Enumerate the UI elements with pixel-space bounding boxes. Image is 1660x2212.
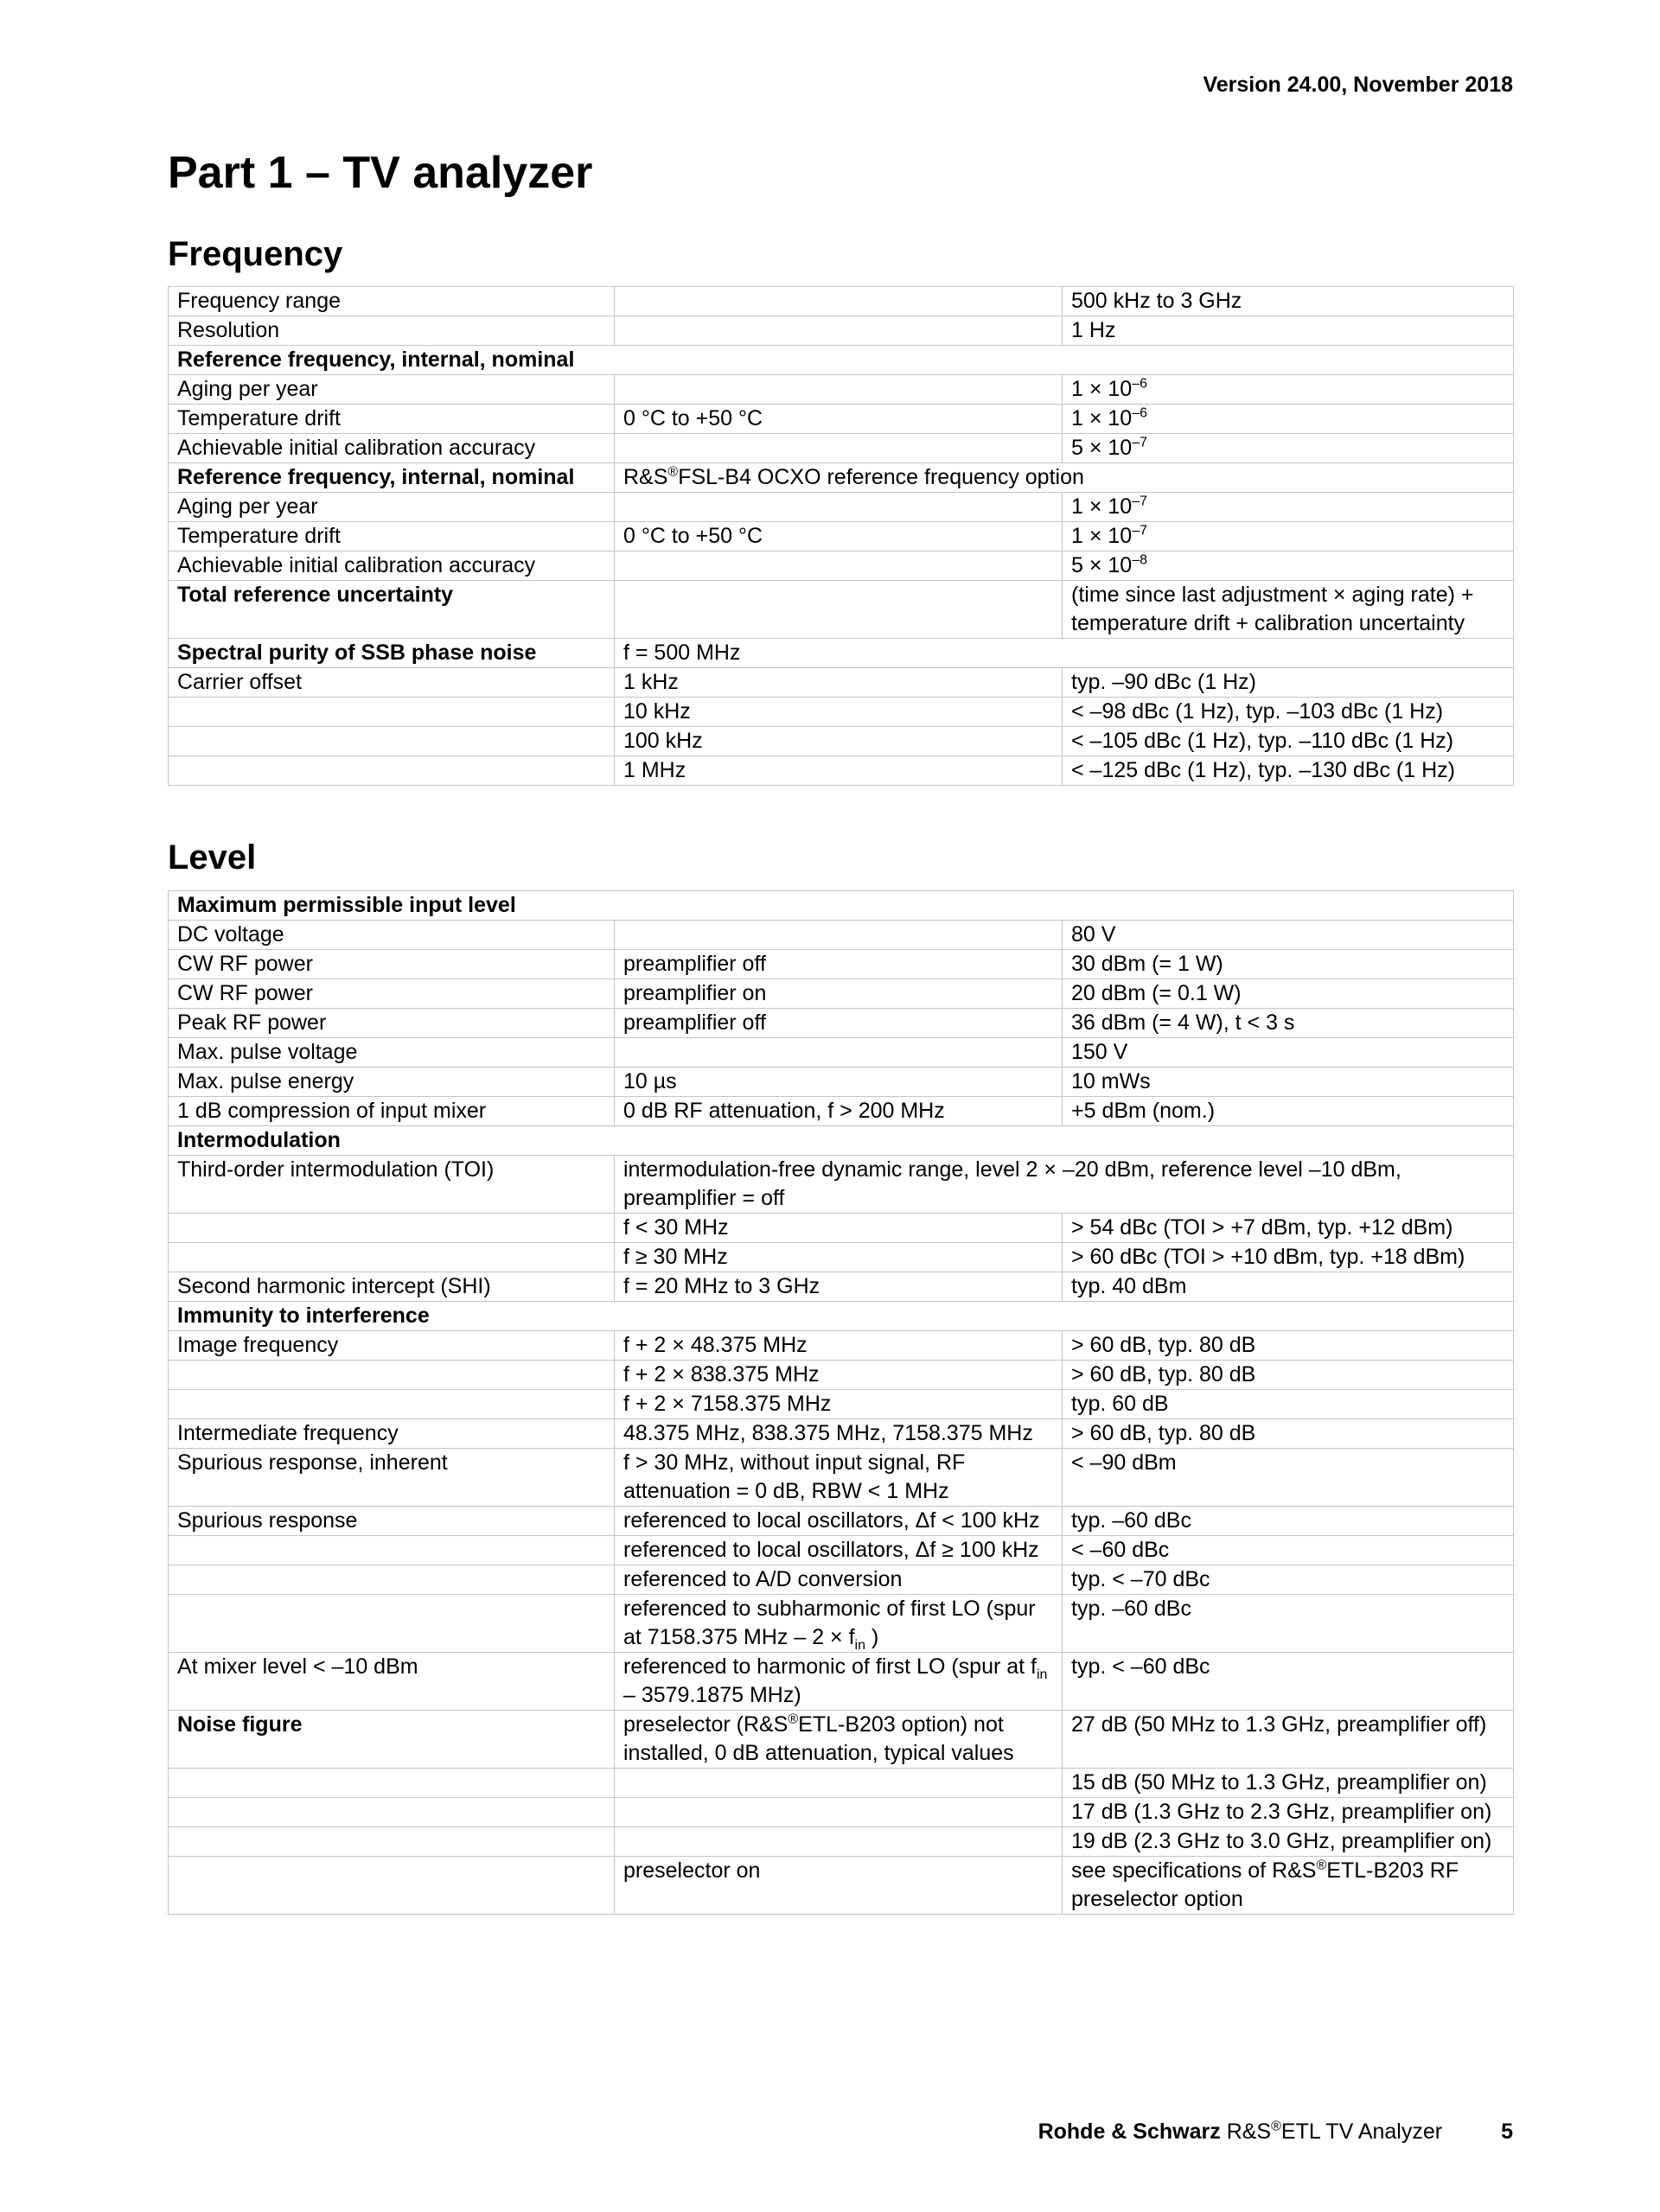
table-row: [169, 522, 1514, 551]
spec-value-cell: < –105 dBc (1 Hz), typ. –110 dBc (1 Hz): [1063, 727, 1514, 756]
spec-value-cell: typ. –60 dBc: [1063, 1507, 1514, 1536]
spec-value-cell: 17 dB (1.3 GHz to 2.3 GHz, preamplifier on): [1063, 1798, 1514, 1827]
spec-parameter-cell: Noise figure: [169, 1711, 615, 1769]
spec-value-cell: < –125 dBc (1 Hz), typ. –130 dBc (1 Hz): [1063, 756, 1514, 786]
spec-condition-cell: [615, 1827, 1063, 1857]
spec-value-cell: $5 \times 10^{-8}$: [1063, 551, 1514, 581]
spec-value-cell: > 60 dBc (TOI > +10 dBm, typ. +18 dBm): [1063, 1243, 1514, 1272]
spec-parameter-cell: [169, 1214, 615, 1243]
section-title-level: Level: [168, 838, 257, 877]
table-row: [169, 1243, 1514, 1272]
table-row: [169, 979, 1514, 1009]
table-row: [169, 1536, 1514, 1565]
spec-condition-cell: 0 dB RF attenuation, f > 200 MHz: [615, 1097, 1063, 1126]
page-number: 5: [1501, 2120, 1513, 2144]
section-title-frequency: Frequency: [168, 235, 343, 273]
table-row: [169, 1827, 1514, 1857]
spec-value-cell: < –90 dBm: [1063, 1449, 1514, 1507]
spec-parameter-cell: 1 dB compression of input mixer: [169, 1097, 615, 1126]
spec-parameter-cell: Spurious response, inherent: [169, 1449, 615, 1507]
spec-heading-cell: Immunity to interference: [169, 1302, 1514, 1331]
spec-value-cell: > 54 dBc (TOI > +7 dBm, typ. +12 dBm): [1063, 1214, 1514, 1243]
table-row: [169, 1449, 1514, 1507]
spec-value-cell: (time since last adjustment × aging rate) + temperature drift + calibration uncertainty: [1063, 581, 1514, 639]
table-row: [169, 950, 1514, 979]
spec-condition-cell: f + 2 × 7158.375 MHz: [615, 1390, 1063, 1419]
table-row: [169, 1361, 1514, 1390]
spec-parameter-cell: Achievable initial calibration accuracy: [169, 551, 615, 581]
spec-parameter-cell: CW RF power: [169, 979, 615, 1009]
page-footer: [1038, 2120, 1513, 2145]
spec-value-cell: < –60 dBc: [1063, 1536, 1514, 1565]
spec-value-cell: 500 kHz to 3 GHz: [1063, 287, 1514, 316]
table-row: [169, 346, 1514, 375]
spec-value-cell: 80 V: [1063, 921, 1514, 950]
table-row: [169, 1038, 1514, 1068]
table-row: [169, 1097, 1514, 1126]
spec-parameter-cell: Max. pulse energy: [169, 1068, 615, 1097]
table-row: [169, 1653, 1514, 1711]
spec-value-cell: $1 \times 10^{-7}$: [1063, 493, 1514, 522]
table-row: [169, 316, 1514, 346]
spec-parameter-cell: Frequency range: [169, 287, 615, 316]
spec-parameter-cell: Image frequency: [169, 1331, 615, 1361]
spec-parameter-cell: Third-order intermodulation (TOI): [169, 1156, 615, 1214]
spec-condition-cell: f < 30 MHz: [615, 1214, 1063, 1243]
table-row: [169, 1857, 1514, 1915]
spec-condition-cell: R&S®FSL-B4 OCXO reference frequency option: [615, 463, 1514, 493]
table-row: [169, 639, 1514, 668]
spec-condition-cell: [615, 1769, 1063, 1798]
spec-condition-cell: preamplifier off: [615, 950, 1063, 979]
spec-parameter-cell: Temperature drift: [169, 522, 615, 551]
spec-condition-cell: 0 °C to +50 °C: [615, 405, 1063, 434]
spec-condition-cell: 10 µs: [615, 1068, 1063, 1097]
spec-condition-cell: [615, 551, 1063, 581]
spec-parameter-cell: [169, 698, 615, 727]
spec-condition-cell: f + 2 × 48.375 MHz: [615, 1331, 1063, 1361]
spec-parameter-cell: Carrier offset: [169, 668, 615, 698]
spec-value-cell: 30 dBm (= 1 W): [1063, 950, 1514, 979]
spec-condition-cell: 1 MHz: [615, 756, 1063, 786]
spec-condition-cell: preselector (R&S®ETL-B203 option) not installed, 0 dB attenuation, typical values: [615, 1711, 1063, 1769]
spec-parameter-cell: [169, 727, 615, 756]
spec-condition-cell: [615, 921, 1063, 950]
table-row: [169, 698, 1514, 727]
spec-parameter-cell: Peak RF power: [169, 1009, 615, 1038]
spec-parameter-cell: Aging per year: [169, 493, 615, 522]
spec-condition-cell: 100 kHz: [615, 727, 1063, 756]
spec-value-cell: 27 dB (50 MHz to 1.3 GHz, preamplifier off): [1063, 1711, 1514, 1769]
table-row: [169, 1009, 1514, 1038]
spec-condition-cell: [615, 287, 1063, 316]
table-row: [169, 1419, 1514, 1449]
spec-parameter-cell: Resolution: [169, 316, 615, 346]
spec-parameter-cell: [169, 1243, 615, 1272]
table-row: [169, 551, 1514, 581]
spec-value-cell: typ. –60 dBc: [1063, 1595, 1514, 1653]
spec-condition-cell: [615, 316, 1063, 346]
spec-parameter-cell: [169, 1827, 615, 1857]
table-row: [169, 1769, 1514, 1798]
table-row: [169, 668, 1514, 698]
spec-parameter-cell: Aging per year: [169, 375, 615, 405]
spec-value-cell: $5 \times 10^{-7}$: [1063, 434, 1514, 463]
spec-condition-cell: 48.375 MHz, 838.375 MHz, 7158.375 MHz: [615, 1419, 1063, 1449]
spec-condition-cell: f = 20 MHz to 3 GHz: [615, 1272, 1063, 1302]
table-row: [169, 1507, 1514, 1536]
table-row: [169, 727, 1514, 756]
spec-parameter-cell: [169, 1565, 615, 1595]
spec-parameter-cell: [169, 1798, 615, 1827]
table-row: [169, 405, 1514, 434]
spec-parameter-cell: DC voltage: [169, 921, 615, 950]
spec-parameter-cell: Temperature drift: [169, 405, 615, 434]
table-row: [169, 1595, 1514, 1653]
table-row: [169, 1565, 1514, 1595]
spec-condition-cell: referenced to local oscillators, Δf ≥ 100 kHz: [615, 1536, 1063, 1565]
spec-value-cell: +5 dBm (nom.): [1063, 1097, 1514, 1126]
spec-value-cell: $1 \times 10^{-7}$: [1063, 522, 1514, 551]
table-row: [169, 375, 1514, 405]
table-row: [169, 1126, 1514, 1156]
spec-condition-cell: referenced to local oscillators, Δf < 100 kHz: [615, 1507, 1063, 1536]
table-row: [169, 463, 1514, 493]
spec-condition-cell: [615, 375, 1063, 405]
table-row: [169, 287, 1514, 316]
spec-condition-cell: referenced to A/D conversion: [615, 1565, 1063, 1595]
spec-value-cell: 19 dB (2.3 GHz to 3.0 GHz, preamplifier on): [1063, 1827, 1514, 1857]
spec-parameter-cell: [169, 1361, 615, 1390]
spec-parameter-cell: [169, 756, 615, 786]
spec-condition-cell: preselector on: [615, 1857, 1063, 1915]
table-row: [169, 1156, 1514, 1214]
spec-value-cell: 1 Hz: [1063, 316, 1514, 346]
spec-parameter-cell: Achievable initial calibration accuracy: [169, 434, 615, 463]
table-row: [169, 434, 1514, 463]
spec-condition-cell: [615, 1798, 1063, 1827]
spec-parameter-cell: Reference frequency, internal, nominal: [169, 463, 615, 493]
spec-value-cell: > 60 dB, typ. 80 dB: [1063, 1419, 1514, 1449]
spec-condition-cell: f + 2 × 838.375 MHz: [615, 1361, 1063, 1390]
spec-value-cell: 15 dB (50 MHz to 1.3 GHz, preamplifier on): [1063, 1769, 1514, 1798]
spec-parameter-cell: Spurious response: [169, 1507, 615, 1536]
spec-condition-cell: 0 °C to +50 °C: [615, 522, 1063, 551]
spec-condition-cell: f = 500 MHz: [615, 639, 1514, 668]
spec-condition-cell: referenced to harmonic of first LO (spur at $f_{in} - 3579.1875$ MHz): [615, 1653, 1063, 1711]
spec-parameter-cell: Intermediate frequency: [169, 1419, 615, 1449]
spec-parameter-cell: [169, 1390, 615, 1419]
table-row: [169, 1068, 1514, 1097]
spec-value-cell: $1 \times 10^{-6}$: [1063, 375, 1514, 405]
spec-condition-cell: [615, 581, 1063, 639]
spec-value-cell: 10 mWs: [1063, 1068, 1514, 1097]
spec-condition-cell: [615, 434, 1063, 463]
spec-condition-cell: f > 30 MHz, without input signal, RF attenuation = 0 dB, RBW < 1 MHz: [615, 1449, 1063, 1507]
spec-condition-cell: [615, 493, 1063, 522]
spec-heading-cell: Maximum permissible input level: [169, 891, 1514, 921]
table-row: [169, 1798, 1514, 1827]
spec-value-cell: $1 \times 10^{-6}$: [1063, 405, 1514, 434]
page-title: Part 1 – TV analyzer: [168, 148, 593, 198]
spec-value-cell: < –98 dBc (1 Hz), typ. –103 dBc (1 Hz): [1063, 698, 1514, 727]
spec-value-cell: 20 dBm (= 0.1 W): [1063, 979, 1514, 1009]
table-row: [169, 581, 1514, 639]
spec-value-cell: 36 dBm (= 4 W), t < 3 s: [1063, 1009, 1514, 1038]
spec-condition-cell: intermodulation-free dynamic range, level 2 × –20 dBm, reference level –10 dBm, preamplifier = off: [615, 1156, 1514, 1214]
spec-parameter-cell: [169, 1769, 615, 1798]
spec-condition-cell: 1 kHz: [615, 668, 1063, 698]
table-row: [169, 1711, 1514, 1769]
spec-value-cell: typ. –90 dBc (1 Hz): [1063, 668, 1514, 698]
table-row: [169, 493, 1514, 522]
table-row: [169, 1272, 1514, 1302]
spec-parameter-cell: CW RF power: [169, 950, 615, 979]
spec-parameter-cell: Max. pulse voltage: [169, 1038, 615, 1068]
table-row: [169, 1214, 1514, 1243]
table-row: [169, 921, 1514, 950]
spec-heading-cell: Intermodulation: [169, 1126, 1514, 1156]
spec-parameter-cell: At mixer level < –10 dBm: [169, 1653, 615, 1711]
spec-condition-cell: preamplifier off: [615, 1009, 1063, 1038]
level-spec-table: [168, 890, 1514, 1915]
spec-condition-cell: f ≥ 30 MHz: [615, 1243, 1063, 1272]
spec-value-cell: 150 V: [1063, 1038, 1514, 1068]
spec-condition-cell: referenced to subharmonic of first LO (spur at 7158.375 MHz – $2 \times f_{in}$ ): [615, 1595, 1063, 1653]
spec-value-cell: typ. 40 dBm: [1063, 1272, 1514, 1302]
spec-heading-cell: Reference frequency, internal, nominal: [169, 346, 1514, 375]
table-row: [169, 1331, 1514, 1361]
spec-value-cell: > 60 dB, typ. 80 dB: [1063, 1361, 1514, 1390]
spec-parameter-cell: Spectral purity of SSB phase noise: [169, 639, 615, 668]
spec-value-cell: > 60 dB, typ. 80 dB: [1063, 1331, 1514, 1361]
spec-value-cell: typ. < –70 dBc: [1063, 1565, 1514, 1595]
spec-condition-cell: preamplifier on: [615, 979, 1063, 1009]
table-row: [169, 1390, 1514, 1419]
spec-value-cell: see specifications of R&S®ETL-B203 RF preselector option: [1063, 1857, 1514, 1915]
spec-value-cell: typ. < –60 dBc: [1063, 1653, 1514, 1711]
table-row: [169, 891, 1514, 921]
table-row: [169, 1302, 1514, 1331]
spec-condition-cell: [615, 1038, 1063, 1068]
spec-condition-cell: 10 kHz: [615, 698, 1063, 727]
spec-parameter-cell: [169, 1536, 615, 1565]
spec-parameter-cell: Total reference uncertainty: [169, 581, 615, 639]
footer-product: R&S®ETL TV Analyzer: [1226, 2119, 1443, 2144]
spec-parameter-cell: Second harmonic intercept (SHI): [169, 1272, 615, 1302]
table-row: [169, 756, 1514, 786]
frequency-spec-table: [168, 286, 1514, 786]
footer-company: Rohde & Schwarz: [1038, 2120, 1221, 2144]
spec-value-cell: typ. 60 dB: [1063, 1390, 1514, 1419]
spec-parameter-cell: [169, 1857, 615, 1915]
spec-parameter-cell: [169, 1595, 615, 1653]
version-label: Version 24.00, November 2018: [1203, 73, 1513, 97]
